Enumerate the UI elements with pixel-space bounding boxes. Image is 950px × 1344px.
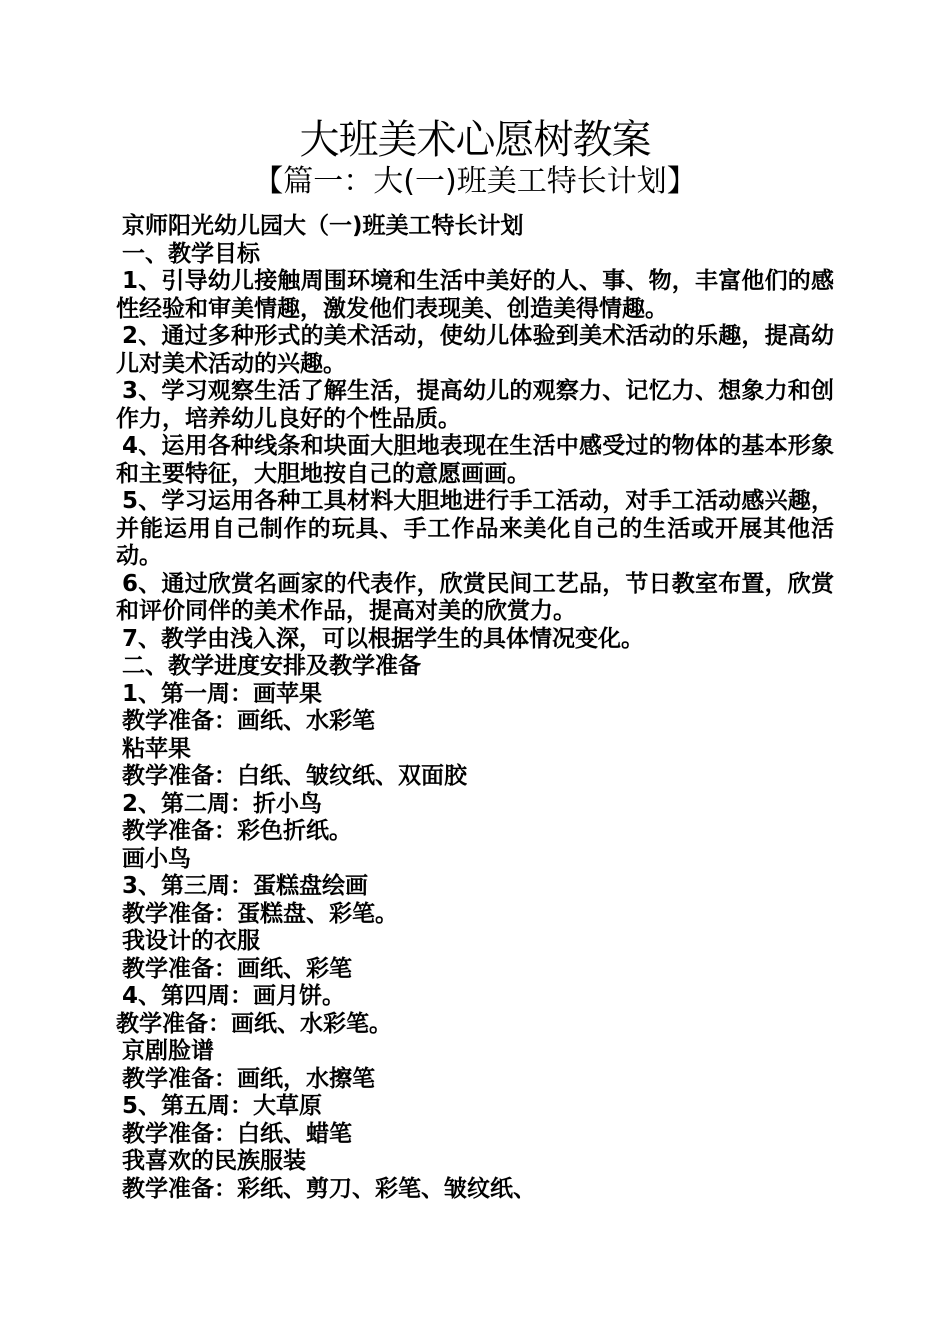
schedule-activity: 我喜欢的民族服装 bbox=[122, 1148, 306, 1174]
schedule-prep: 教学准备：画纸、彩笔 bbox=[122, 955, 352, 982]
paragraph: 6、通过欣赏名画家的代表作，欣赏民间工艺品，节日教室布置，欣赏和评价同伴的美术作品，提高对美的欣赏力。 bbox=[116, 570, 834, 624]
schedule-prep: 教学准备：白纸、蜡笔 bbox=[122, 1120, 352, 1147]
document-title: 大班美术心愿树教案 bbox=[299, 117, 651, 163]
schedule-week: 4、第四周：画月饼。 bbox=[122, 983, 346, 1009]
schedule-prep: 教学准备：彩色折纸。 bbox=[122, 818, 352, 844]
schedule-activity: 京剧脸谱 bbox=[122, 1038, 214, 1064]
paragraph: 3、学习观察生活了解生活，提高幼儿的观察力、记忆力、想象力和创作力，培养幼儿良好的个性品质。 bbox=[116, 378, 834, 432]
schedule-prep: 教学准备：画纸、水彩笔 bbox=[122, 708, 375, 734]
schedule-activity: 我设计的衣服 bbox=[122, 928, 260, 954]
section-heading: 京师阳光幼儿园大（一)班美工特长计划 bbox=[122, 213, 524, 239]
schedule-activity: 画小鸟 bbox=[122, 845, 191, 872]
section-heading: 二、教学进度安排及教学准备 bbox=[122, 653, 421, 679]
document-subtitle: 【篇一：大(一)班美工特长计划】 bbox=[253, 164, 697, 199]
schedule-prep: 教学准备：蛋糕盘、彩笔。 bbox=[122, 900, 398, 927]
section-heading: 一、教学目标 bbox=[122, 240, 260, 267]
paragraph: 2、通过多种形式的美术活动，使幼儿体验到美术活动的乐趣，提高幼儿对美术活动的兴趣。 bbox=[116, 323, 834, 377]
schedule-week: 1、第一周：画苹果 bbox=[122, 680, 323, 707]
paragraph: 7、教学由浅入深，可以根据学生的具体情况变化。 bbox=[122, 625, 645, 652]
schedule-activity: 粘苹果 bbox=[122, 735, 191, 762]
schedule-prep: 教学准备：彩纸、剪刀、彩笔、皱纹纸、 bbox=[122, 1175, 536, 1202]
paragraph: 5、学习运用各种工具材料大胆地进行手工活动，对手工活动感兴趣，并能运用自己制作的玩具、手工作品来美化自己的生活或开展其他活动。 bbox=[116, 488, 834, 569]
schedule-week: 5、第五周：大草原 bbox=[122, 1093, 323, 1119]
schedule-prep: 教学准备：白纸、皱纹纸、双面胶 bbox=[122, 763, 467, 789]
schedule-prep: 教学准备：画纸、水彩笔。 bbox=[116, 1010, 392, 1037]
schedule-week: 2、第二周：折小鸟 bbox=[122, 790, 323, 817]
paragraph: 1、引导幼儿接触周围环境和生活中美好的人、事、物，丰富他们的感性经验和审美情趣，激发他们表现美、创造美得情趣。 bbox=[116, 268, 834, 322]
schedule-week: 3、第三周：蛋糕盘绘画 bbox=[122, 873, 369, 899]
schedule-prep: 教学准备：画纸，水擦笔 bbox=[122, 1065, 375, 1092]
paragraph: 4、运用各种线条和块面大胆地表现在生活中感受过的物体的基本形象和主要特征，大胆地按自己的意愿画画。 bbox=[116, 433, 834, 487]
document-body bbox=[116, 213, 834, 1203]
